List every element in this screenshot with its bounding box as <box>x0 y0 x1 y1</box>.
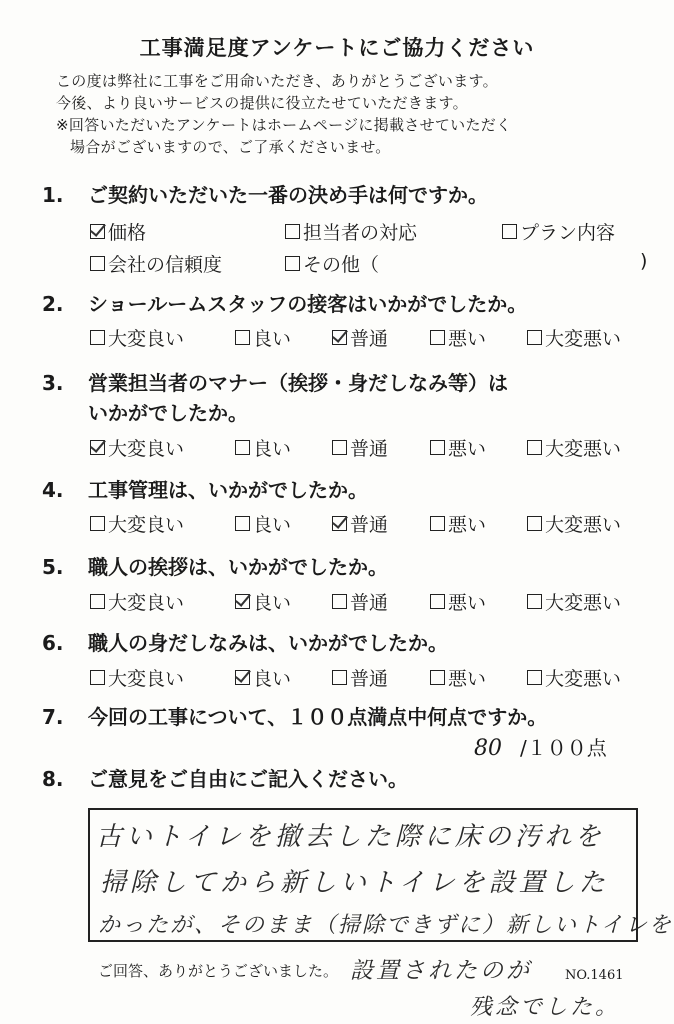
option-label: 良い <box>253 514 292 536</box>
q3-option-very-good[interactable] <box>90 434 184 461</box>
option-label: 大変悪い <box>545 438 622 460</box>
question-text-cont: いかがでしたか。 <box>88 401 248 425</box>
checkbox-icon[interactable] <box>430 330 445 345</box>
checkbox-checked-icon[interactable] <box>235 594 250 609</box>
checkbox-icon[interactable] <box>527 440 542 455</box>
option-label: 普通 <box>350 668 389 690</box>
question-number: 8. <box>42 767 64 791</box>
checkbox-icon[interactable] <box>90 516 105 531</box>
checkbox-icon[interactable] <box>502 224 517 239</box>
comment-line: 残念でした。 <box>470 995 621 1020</box>
score-field[interactable] <box>474 732 607 761</box>
q5-option-bad[interactable] <box>430 588 486 615</box>
q4-option-very-bad[interactable] <box>527 510 621 537</box>
score-suffix: /１００点 <box>520 736 607 760</box>
option-label: 担当者の対応 <box>303 222 418 244</box>
comment-line: かったが、そのまま（掃除できずに）新しいトイレを <box>98 913 673 938</box>
checkbox-icon[interactable] <box>235 330 250 345</box>
checkbox-icon[interactable] <box>332 594 347 609</box>
q5-option-very-bad[interactable] <box>527 588 621 615</box>
option-label: 悪い <box>448 438 487 460</box>
option-label: 悪い <box>448 328 487 350</box>
question-text: ご契約いただいた一番の決め手は何ですか。 <box>88 183 488 207</box>
checkbox-icon[interactable] <box>430 594 445 609</box>
question-number: 3. <box>42 371 64 395</box>
checkbox-icon[interactable] <box>527 330 542 345</box>
intro-line: この度は弊社に工事をご用命いただき、ありがとうございます。 <box>56 72 498 90</box>
q4-option-very-good[interactable] <box>90 510 184 537</box>
option-label: 良い <box>253 592 292 614</box>
question-number: 6. <box>42 631 64 655</box>
q3-option-normal[interactable] <box>332 434 388 461</box>
checkbox-icon[interactable] <box>285 224 300 239</box>
q1-option-plan[interactable] <box>502 218 615 245</box>
option-label: 大変良い <box>108 592 185 614</box>
option-label: 悪い <box>448 514 487 536</box>
option-label: 大変悪い <box>545 514 622 536</box>
q2-option-good[interactable] <box>235 324 291 351</box>
checkbox-icon[interactable] <box>235 440 250 455</box>
q5-option-normal[interactable] <box>332 588 388 615</box>
checkbox-icon[interactable] <box>527 670 542 685</box>
question-8 <box>42 764 408 794</box>
checkbox-icon[interactable] <box>285 256 300 271</box>
option-label: 普通 <box>350 328 389 350</box>
question-number: 7. <box>42 705 64 729</box>
page-title: 工事満足度アンケートにご協力ください <box>139 36 535 60</box>
checkbox-icon[interactable] <box>527 594 542 609</box>
question-text: 工事管理は、いかがでしたか。 <box>88 478 368 502</box>
q5-option-good[interactable] <box>235 588 291 615</box>
checkbox-icon[interactable] <box>235 516 250 531</box>
q6-option-very-good[interactable] <box>90 664 184 691</box>
q3-option-good[interactable] <box>235 434 291 461</box>
question-5 <box>42 552 388 582</box>
checkbox-icon[interactable] <box>90 330 105 345</box>
q6-option-very-bad[interactable] <box>527 664 621 691</box>
option-label: 大変良い <box>108 668 185 690</box>
score-value: 80 <box>474 736 502 761</box>
question-number: 2. <box>42 292 64 316</box>
q2-option-very-good[interactable] <box>90 324 184 351</box>
option-label: その他（ <box>303 254 380 276</box>
question-text: 今回の工事について、１００点満点中何点ですか。 <box>88 705 548 729</box>
checkbox-icon[interactable] <box>90 670 105 685</box>
question-number: 5. <box>42 555 64 579</box>
option-label: 良い <box>253 328 292 350</box>
checkbox-icon[interactable] <box>332 440 347 455</box>
option-label: 大変悪い <box>545 328 622 350</box>
option-label: 大変良い <box>108 438 185 460</box>
question-text: ショールームスタッフの接客はいかがでしたか。 <box>88 292 528 316</box>
q1-option-staff[interactable] <box>285 218 417 245</box>
q6-option-good[interactable] <box>235 664 291 691</box>
checkbox-checked-icon[interactable] <box>90 224 105 239</box>
checkbox-icon[interactable] <box>90 256 105 271</box>
checkbox-checked-icon[interactable] <box>332 516 347 531</box>
close-paren: ) <box>640 250 648 272</box>
question-6 <box>42 628 448 658</box>
comment-line: 古いトイレを撤去した際に床の汚れを <box>96 822 605 852</box>
option-label: 普通 <box>350 438 389 460</box>
q6-option-bad[interactable] <box>430 664 486 691</box>
option-label: 会社の信頼度 <box>108 254 223 276</box>
intro-line: 場合がございますので、ご了承くださいませ。 <box>70 138 391 156</box>
option-label: 普通 <box>350 592 389 614</box>
q4-option-good[interactable] <box>235 510 291 537</box>
intro-text <box>56 70 511 158</box>
checkbox-checked-icon[interactable] <box>90 440 105 455</box>
q4-option-normal[interactable] <box>332 510 388 537</box>
intro-line: ※回答いただいたアンケートはホームページに掲載させていただく <box>56 116 512 134</box>
q3-option-bad[interactable] <box>430 434 486 461</box>
q2-option-normal[interactable] <box>332 324 388 351</box>
option-label: 大変良い <box>108 328 185 350</box>
document-number: NO.1461 <box>565 968 624 983</box>
option-label: 悪い <box>448 668 487 690</box>
checkbox-icon[interactable] <box>430 440 445 455</box>
option-label: プラン内容 <box>520 222 616 244</box>
q3-option-very-bad[interactable] <box>527 434 621 461</box>
q1-option-other[interactable] <box>285 250 379 277</box>
question-7 <box>42 702 547 732</box>
question-text: 職人の身だしなみは、いかがでしたか。 <box>88 631 448 655</box>
q2-option-bad[interactable] <box>430 324 486 351</box>
thank-you-footer: ご回答、ありがとうございました。 <box>98 962 339 980</box>
checkbox-icon[interactable] <box>430 516 445 531</box>
question-1 <box>42 180 488 210</box>
question-2 <box>42 289 527 319</box>
q4-option-bad[interactable] <box>430 510 486 537</box>
question-number: 1. <box>42 183 64 207</box>
q6-option-normal[interactable] <box>332 664 388 691</box>
question-4 <box>42 475 368 505</box>
intro-line: 今後、より良いサービスの提供に役立たせていただきます。 <box>56 94 468 112</box>
checkbox-icon[interactable] <box>332 670 347 685</box>
checkbox-icon[interactable] <box>430 670 445 685</box>
comment-line: 掃除してから新しいトイレを設置した <box>100 868 609 898</box>
q1-option-price[interactable] <box>90 218 146 245</box>
q1-option-trust[interactable] <box>90 250 222 277</box>
option-label: 普通 <box>350 514 389 536</box>
question-number: 4. <box>42 478 64 502</box>
question-3 <box>42 368 508 428</box>
checkbox-checked-icon[interactable] <box>235 670 250 685</box>
option-label: 大変悪い <box>545 592 622 614</box>
checkbox-icon[interactable] <box>527 516 542 531</box>
q2-option-very-bad[interactable] <box>527 324 621 351</box>
comment-line: 設置されたのが <box>350 958 532 984</box>
question-text: 職人の挨拶は、いかがでしたか。 <box>88 555 388 579</box>
option-label: 大変良い <box>108 514 185 536</box>
checkbox-checked-icon[interactable] <box>332 330 347 345</box>
option-label: 価格 <box>108 222 147 244</box>
option-label: 良い <box>253 668 292 690</box>
question-text: 営業担当者のマナー（挨拶・身だしなみ等）は <box>88 371 508 395</box>
q5-option-very-good[interactable] <box>90 588 184 615</box>
option-label: 悪い <box>448 592 487 614</box>
option-label: 良い <box>253 438 292 460</box>
option-label: 大変悪い <box>545 668 622 690</box>
checkbox-icon[interactable] <box>90 594 105 609</box>
question-text: ご意見をご自由にご記入ください。 <box>88 767 408 791</box>
